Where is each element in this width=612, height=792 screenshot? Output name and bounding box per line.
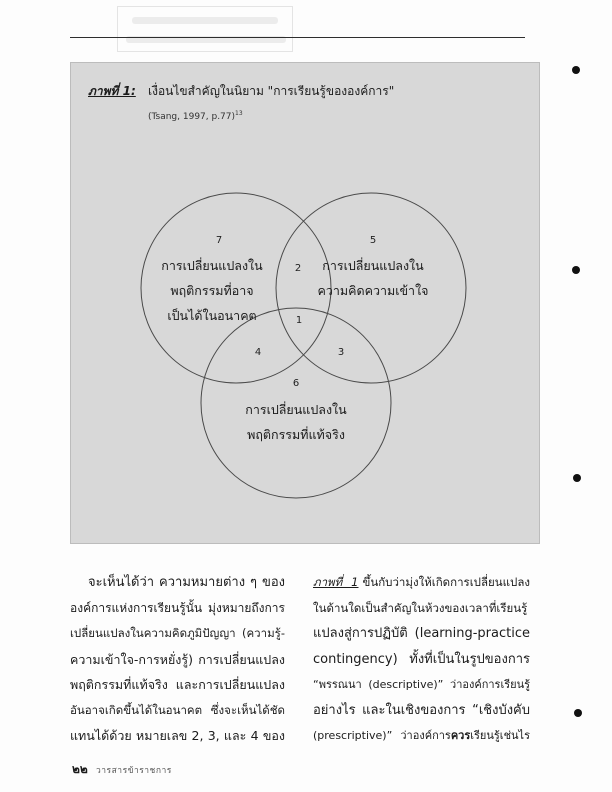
region-number-bottom-only: 6 <box>292 378 300 389</box>
set-label-line: เป็นได้ในอนาคต <box>167 308 257 323</box>
figure-panel <box>70 62 540 544</box>
library-stamp <box>117 6 293 52</box>
figure-title: เงื่อนไขสำคัญในนิยาม "การเรียนรู้ขององค์การ" <box>148 84 395 98</box>
set-label-line: พฤติกรรมที่อาจ <box>170 283 254 298</box>
region-number-all-three: 1 <box>295 315 303 326</box>
set-label-potential-behavior <box>150 253 274 328</box>
emphasized-word: ควร <box>450 729 471 742</box>
page-number: ๒๒ <box>72 762 88 776</box>
punch-mark <box>572 66 580 74</box>
set-label-line: พฤติกรรมที่แท้จริง <box>247 427 345 442</box>
body-line: อันอาจเกิดขึ้นได้ในอนาคต ซึ่งจะเห็นได้ชัด <box>70 702 285 717</box>
body-line: contingency) ทั้งที่เป็นในรูปของการ <box>313 651 530 667</box>
figure-label: ภาพที่ 1: <box>88 84 136 98</box>
body-column-left <box>70 570 285 749</box>
body-line: “พรรณนา (descriptive)” ว่าองค์การเรียนรู้ <box>313 678 530 691</box>
body-column-right <box>313 570 530 749</box>
punch-mark <box>574 709 582 717</box>
stamp-faded-line <box>132 17 278 24</box>
citation-footnote-number: 13 <box>235 110 243 117</box>
set-label-line: การเปลี่ยนแปลงใน <box>161 258 263 273</box>
body-line: เปลี่ยนแปลงในความคิดภูมิปัญญา (ความรู้- <box>70 626 285 640</box>
body-line: องค์การแห่งการเรียนรู้นั้น มุ่งหมายถึงการ <box>70 600 285 615</box>
set-label-cognition <box>311 253 435 303</box>
venn-diagram <box>71 63 539 543</box>
citation-text: (Tsang, 1997, p.77) <box>148 112 236 122</box>
punch-mark <box>572 266 580 274</box>
set-label-actual-behavior <box>234 397 358 447</box>
body-line: แปลงสู่การปฏิบัติ (learning-practice <box>313 626 530 641</box>
body-line: ในด้านใดเป็นสำคัญในห้วงของเวลาที่เรียนรู้ <box>313 600 528 615</box>
punch-mark <box>573 474 581 482</box>
body-line: ความเข้าใจ-การหยั่งรู้) การเปลี่ยนแปลง <box>70 651 285 667</box>
body-text: ขึ้นกับว่ามุ่งให้เกิดการเปลี่ยนแปลง <box>362 575 530 589</box>
region-number-right-bottom: 3 <box>337 347 345 358</box>
body-line: แทนได้ด้วย หมายเลข 2, 3, และ 4 ของ <box>70 728 285 743</box>
figure-reference: ภาพที่ 1 <box>313 575 359 589</box>
header-rule <box>70 37 525 38</box>
set-label-line: การเปลี่ยนแปลงใน <box>245 402 347 417</box>
body-line <box>313 723 530 749</box>
body-line: จะเห็นได้ว่า ความหมายต่าง ๆ ของ <box>88 575 285 590</box>
body-line: อย่างไร และในเชิงของการ “เชิงบังคับ <box>313 702 530 718</box>
region-number-left-only: 7 <box>215 235 223 246</box>
region-number-left-bottom: 4 <box>254 347 262 358</box>
body-line <box>313 570 530 596</box>
body-text: เรียนรู้เช่นไร <box>470 729 530 742</box>
body-text: (prescriptive)” ว่าองค์การ <box>313 729 451 742</box>
set-label-line: การเปลี่ยนแปลงใน <box>322 258 424 273</box>
set-label-line: ความคิดความเข้าใจ <box>317 283 429 298</box>
region-number-right-only: 5 <box>369 235 377 246</box>
region-number-left-right: 2 <box>294 263 302 274</box>
body-line: พฤติกรรมที่แท้จริง และการเปลี่ยนแปลง <box>70 677 285 692</box>
journal-name: วารสารข้าราชการ <box>96 766 172 776</box>
